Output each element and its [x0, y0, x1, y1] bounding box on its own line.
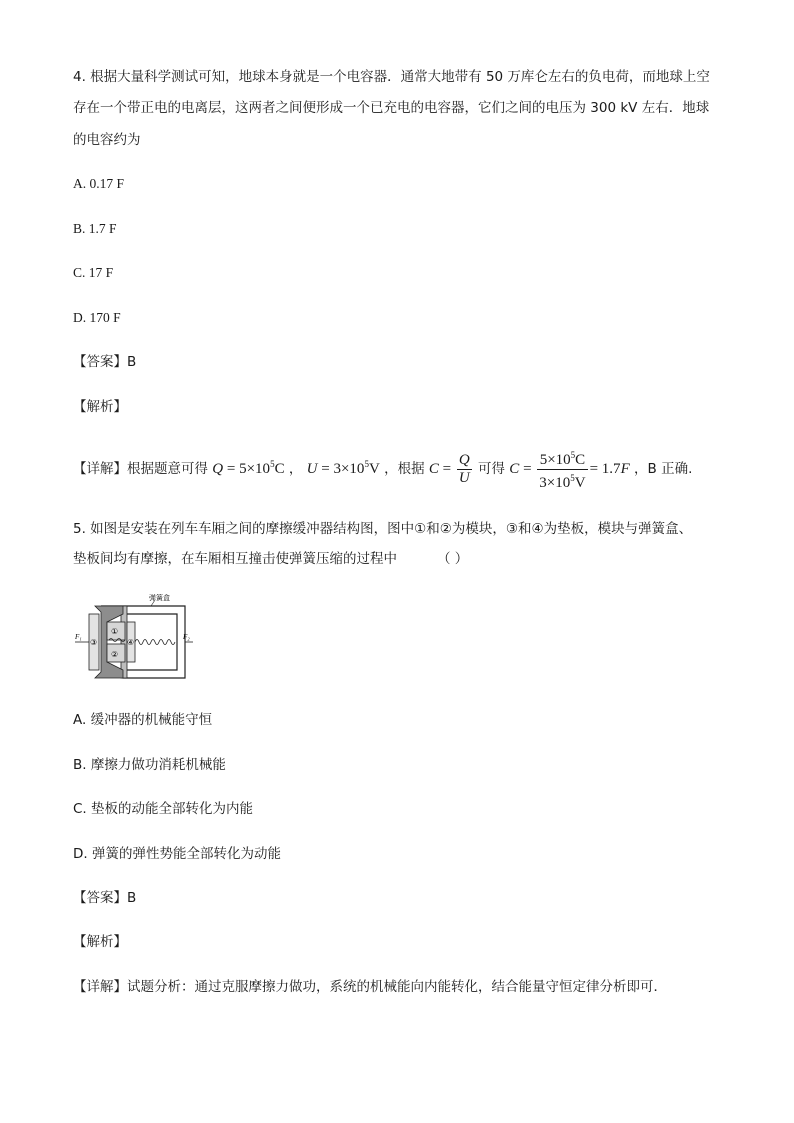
q5-option-b: B. 摩擦力做功消耗机械能	[73, 757, 226, 773]
formula-capacitance-result: C = $\frac{5\times 10^5C}{3\times 10^5V}$ = 1.7F	[509, 461, 629, 477]
q5-stem-line-1: 5. 如图是安装在列车车厢之间的摩擦缓冲器结构图，图中①和②为模块，③和④为垫板，模块与弹簧盒、	[73, 521, 693, 537]
q5-option-c: C. 垫板的动能全部转化为内能	[73, 801, 254, 817]
q4-detail-mid2: 可得	[478, 461, 505, 477]
q4-option-a: A. 0.17 F	[73, 176, 125, 191]
q4-stem-line-2: 存在一个带正电的电离层，这两者之间便形成一个已充电的电容器，它们之间的电压为 300 kV 左右．地球	[73, 100, 710, 116]
q4-option-d: D. 170 F	[73, 310, 121, 325]
module-2-label: ②	[111, 650, 119, 659]
q4-option-b: B. 1.7 F	[73, 221, 117, 236]
q4-detail-prefix: 【详解】根据题意可得	[73, 461, 208, 477]
pad-3-label: ③	[90, 638, 98, 647]
q4-analysis-label: 【解析】	[73, 399, 127, 415]
q5-option-a: A. 缓冲器的机械能守恒	[73, 712, 213, 728]
formula-voltage: $U = 3\times 10^5V$	[306, 459, 380, 477]
q4-detail-suffix: ，B 正确.	[634, 461, 693, 477]
q5-answer: 【答案】B	[73, 890, 137, 906]
friction-buffer-diagram	[73, 592, 193, 684]
q5-answer-blank: （ ）	[437, 551, 469, 567]
spring-box-label: 弹簧盒	[149, 594, 170, 602]
force-f2-label: F₂	[183, 633, 190, 641]
q5-stem-line-2	[73, 550, 468, 568]
q4-detail-mid: ，根据	[384, 461, 425, 477]
q4-detail: 【详解】根据题意可得 $Q = 5\times 10^5C$ ， $U = 3\times 10^5V$ ，根据 C = $\frac{Q}{U}$ 可得 C = $\frac{5\times 10^5C}{3\times 10^5V}$ = 1.7F ，B 正确.	[73, 446, 692, 492]
force-f1-label: F₁	[75, 633, 82, 641]
q4-stem-line-1: 4. 根据大量科学测试可知，地球本身就是一个电容器．通常大地带有 50 万库仑左右的负电荷，而地球上空	[73, 69, 710, 85]
q5-analysis-label: 【解析】	[73, 934, 127, 950]
q4-answer: 【答案】B	[73, 354, 137, 370]
q5-detail: 【详解】试题分析：通过克服摩擦力做功，系统的机械能向内能转化，结合能量守恒定律分析即可．	[73, 979, 667, 995]
pad-4-label: ④	[127, 638, 135, 647]
q5-option-d: D. 弹簧的弹性势能全部转化为动能	[73, 846, 281, 862]
q4-option-c: C. 17 F	[73, 265, 114, 280]
formula-charge: $Q = 5\times 10^5C$	[212, 459, 285, 477]
q4-stem-line-3: 的电容约为	[73, 132, 141, 148]
q5-stem-line-2-text: 垫板间均有摩擦，在车厢相互撞击使弹簧压缩的过程中	[73, 551, 397, 567]
module-1-label: ①	[111, 627, 119, 636]
formula-capacitance-def: C = $\frac{Q}{U}$	[428, 452, 470, 487]
main-spring	[135, 640, 175, 645]
